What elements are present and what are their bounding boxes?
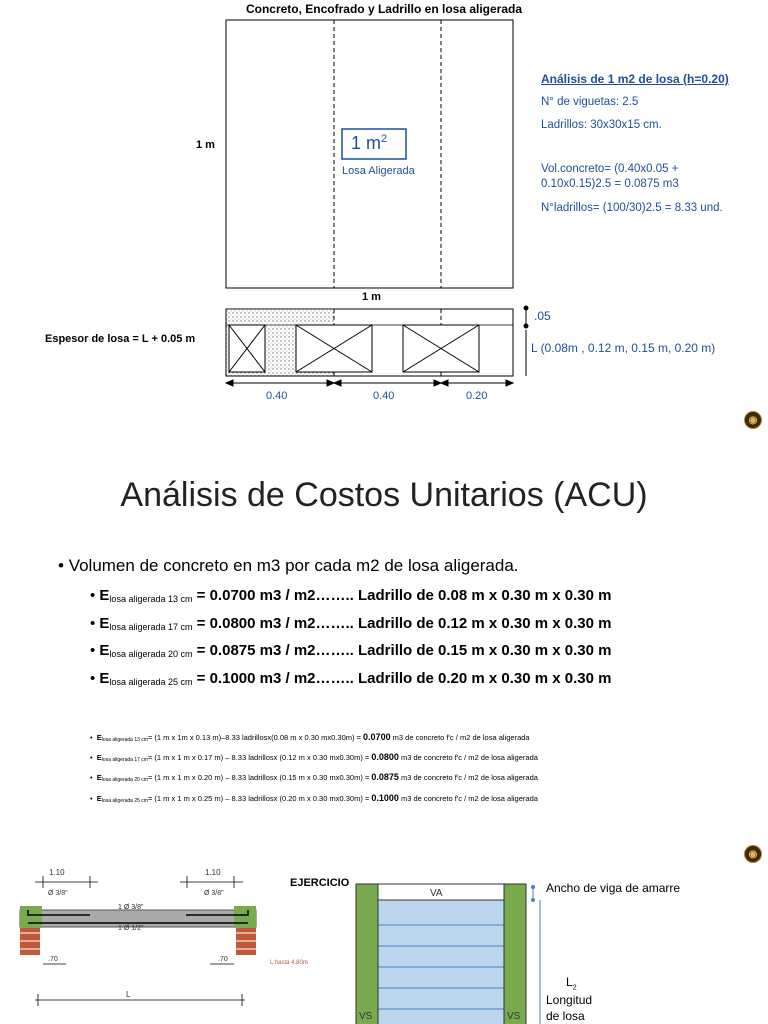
dim-L-beam: L	[126, 990, 131, 999]
slab-plan	[356, 884, 540, 1024]
dim-110-a: 1.10	[49, 868, 65, 877]
espesor-label: Espesor de losa = L + 0.05 m	[45, 333, 196, 345]
analysis-title: Análisis de 1 m2 de losa (h=0.20)	[541, 72, 729, 86]
ancho-label: Ancho de viga de amarre	[546, 881, 681, 895]
va-label: VA	[430, 888, 443, 899]
analysis-viguetas: N° de viguetas: 2.5	[541, 96, 639, 108]
bottom-dims	[226, 380, 513, 386]
dim-040-a: 0.40	[266, 390, 288, 402]
analysis-vol-2: 0.10x0.15)2.5 = 0.0875 m3	[541, 178, 679, 190]
brick-2	[296, 325, 372, 372]
label-1m-left: 1 m	[196, 139, 215, 151]
dim-020: 0.20	[466, 390, 488, 402]
dim-040-b: 0.40	[373, 390, 395, 402]
formula-row: • Elosa aligerada 13 cm= (1 m x 1m x 0.13 m)–8.33 ladrillosx(0.08 m x 0.30 mx0.30m) = 0.0700 m3 de concreto f'c / m2 de losa aligerada	[90, 732, 530, 743]
analysis-ladrillos: Ladrillos: 30x30x15 cm.	[541, 119, 662, 131]
acu-row: • $E_{losa aligerada 20 cm} = 0.0875$ m3 / m2…….. Ladrillo de 0.15 m x 0.30 m x 0.30 m	[90, 642, 612, 659]
slide2-bullet: • Volumen de concreto en m3 por cada m2 de losa aligerada.	[58, 556, 519, 575]
vs-left-label: VS	[359, 1011, 373, 1022]
brick-1	[229, 325, 265, 372]
formula-row: • Elosa aligerada 20 cm= (1 m x 1 m x 0.20 m) – 8.33 ladrillosx (0.15 m x 0.30 mx0.30m) = 0.0875 m3 de concreto f'c / m2 de losa aligerada	[90, 772, 538, 783]
label-1m-bottom: 1 m	[362, 291, 381, 303]
acu-row: • $E_{losa aligerada 17 cm} = 0.0800$ m3 / m2…….. Ladrillo de 0.12 m x 0.30 m x 0.30 m	[90, 615, 612, 632]
acu-row: • $E_{losa aligerada 13 cm} = 0.0700$ m3 / m2…….. Ladrillo de 0.08 m x 0.30 m x 0.30 m	[90, 587, 612, 604]
dim-05: .05	[534, 309, 551, 323]
bar-mid-top: 1 Ø 3/8"	[118, 904, 144, 911]
bar-left: Ø 3/8"	[48, 890, 68, 897]
logo-icon: ◉	[744, 845, 762, 863]
bar-mid-bottom: 1 Ø 1/2"	[118, 925, 144, 932]
dim-110-b: 1.10	[205, 868, 221, 877]
l2-label: $L_2$	[566, 975, 577, 992]
formula-row: • Elosa aligerada 25 cm= (1 m x 1 m x 0.25 m) – 8.33 ladrillosx (0.20 m x 0.30 mx0.30m) = 0.1000 m3 de concreto f'c / m2 de losa aligerada	[90, 793, 538, 804]
thickness-dims	[524, 306, 528, 376]
acu-row: • $E_{losa aligerada 25 cm} = 0.1000$ m3 / m2…….. Ladrillo de 0.20 m x 0.30 m x 0.30 m	[90, 670, 612, 687]
dim-L: L (0.08m , 0.12 m, 0.15 m, 0.20 m)	[531, 341, 716, 355]
analysis-nladrillos: N°ladrillos= (100/30)2.5 = 8.33 und.	[541, 202, 723, 214]
l-hasta: L hasta 4.80m	[270, 960, 308, 966]
vs-right-label: VS	[507, 1011, 521, 1022]
slide1-title: Concreto, Encofrado y Ladrillo en losa aligerada	[245, 2, 523, 16]
box-sublabel: Losa Aligerada	[342, 165, 415, 177]
dim-70-a: .70	[48, 956, 58, 963]
ejercicio-label: EJERCICIO	[290, 877, 350, 889]
dim-70-b: .70	[218, 956, 228, 963]
bar-right: Ø 3/8"	[204, 890, 224, 897]
brick-3	[403, 325, 479, 372]
box-label: 1 $m^2$	[351, 133, 388, 153]
longitud-label: Longitud	[546, 993, 593, 1007]
slide2-title: Análisis de Costos Unitarios (ACU)	[120, 476, 648, 514]
formula-row: • Elosa aligerada 17 cm= (1 m x 1 m x 0.17 m) – 8.33 ladrillosx (0.12 m x 0.30 mx0.30m) = 0.0800 m3 de concreto f'c / m2 de losa aligerada	[90, 752, 538, 763]
de-losa-label: de losa	[546, 1009, 585, 1023]
logo-icon: ◉	[744, 411, 762, 429]
analysis-vol-1: Vol.concreto= (0.40x0.05 +	[541, 163, 679, 175]
